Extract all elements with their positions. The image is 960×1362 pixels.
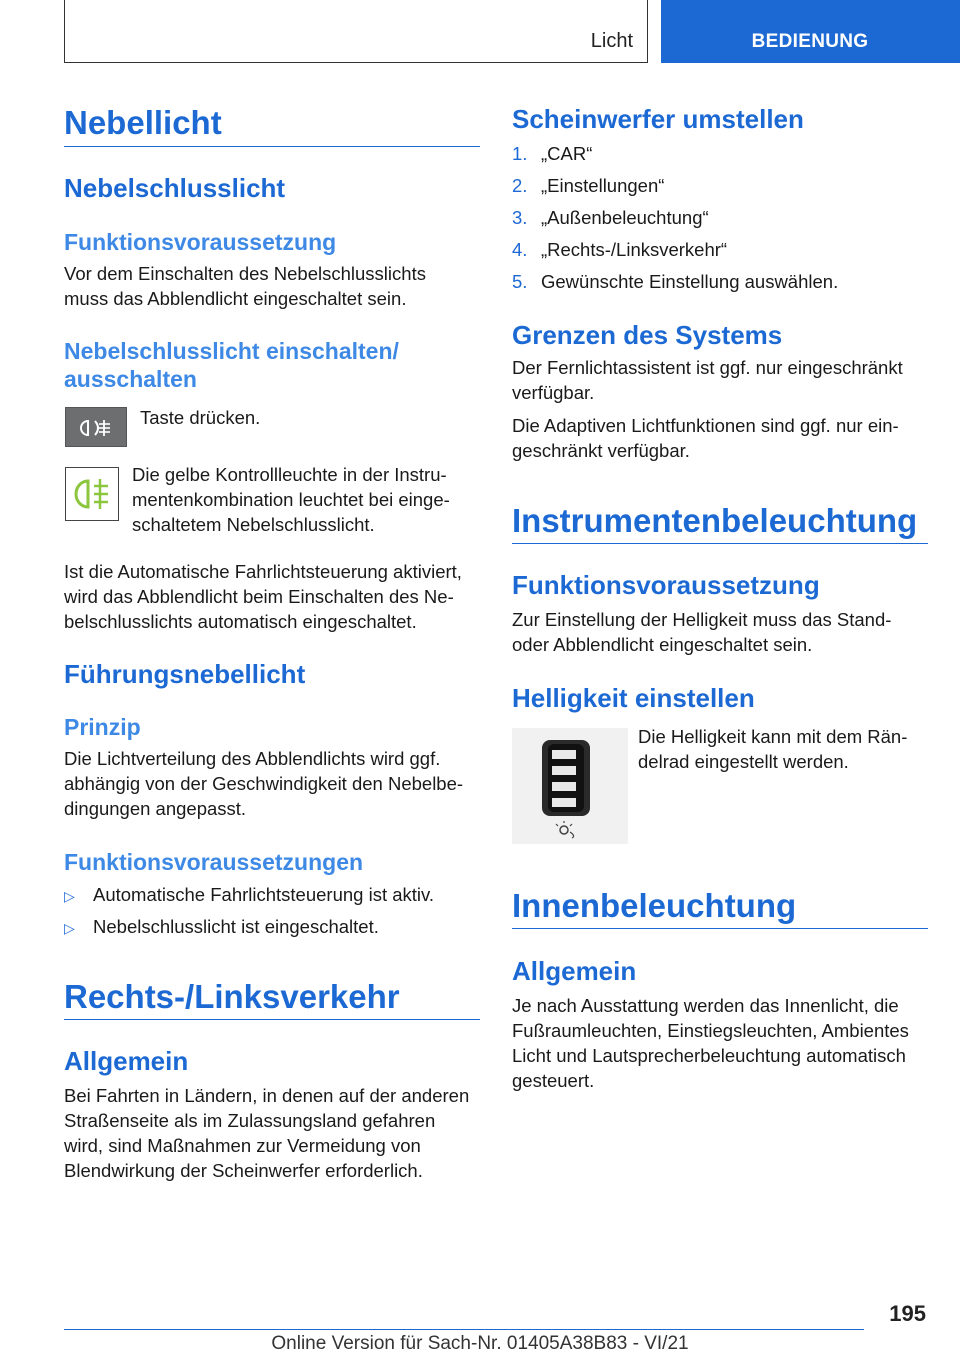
heading-grenzen: Grenzen des Systems <box>512 320 783 350</box>
header-chapter-title: BEDIENUNG <box>751 31 869 52</box>
innen-line-1: Je nach Ausstattung werden das Innenlicht, die <box>512 995 899 1016</box>
allgemein-line-4: Blendwirkung der Scheinwerfer erforderlich. <box>64 1160 423 1181</box>
funktion-line-1: Zur Einstellung der Helligkeit muss das Stand- <box>512 609 892 630</box>
brightness-thumbwheel-icon <box>512 728 628 844</box>
heading-rechts-linksverkehr: Rechts-/Linksverkehr <box>64 978 400 1015</box>
grenzen1-line-1: Der Fernlichtassistent ist ggf. nur eingeschränkt <box>512 357 903 378</box>
heading-funktionsvoraussetzung: Funktionsvoraussetzung <box>64 229 337 255</box>
heading-helligkeit: Helligkeit einstellen <box>512 683 755 713</box>
kontroll-line-3: schaltetem Nebelschlusslicht. <box>132 514 375 535</box>
header-chapter-tab <box>661 0 960 63</box>
taste-text: Taste drücken. <box>140 407 261 428</box>
allgemein-line-1: Bei Fahrten in Ländern, in denen auf der anderen <box>64 1085 470 1106</box>
header-section-title: Licht <box>590 30 633 52</box>
footer-rule <box>64 1329 864 1330</box>
prinzip-line-3: dingungen angepasst. <box>64 798 247 819</box>
automatik-line-1: Ist die Automatische Fahrlichtsteuerung aktiviert, <box>64 561 462 582</box>
innen-line-4: gesteuert. <box>512 1070 595 1091</box>
prinzip-line-2: abhängig von der Geschwindigkeit den Nebelbe- <box>64 773 464 794</box>
innen-line-3: Licht und Lautsprecherbeleuchtung automatisch <box>512 1045 906 1066</box>
grenzen2-line-2: geschränkt verfügbar. <box>512 440 690 461</box>
kontroll-line-2: mentenkombination leuchtet bei einge- <box>132 489 450 510</box>
heading-einschalten-line-2: ausschalten <box>64 366 197 392</box>
automatik-line-3: belschlusslichts automatisch eingeschaltet. <box>64 611 417 632</box>
footer-text: Online Version für Sach-Nr. 01405A38B83 - VI/21 <box>271 1333 689 1354</box>
bullet-triangle-icon: ▷ <box>64 888 75 904</box>
paragraph-funktion-line-2: muss das Abblendlicht eingeschaltet sein. <box>64 288 407 309</box>
heading-nebellicht: Nebellicht <box>64 104 222 141</box>
heading-prinzip: Prinzip <box>64 714 141 740</box>
heading-innenbeleuchtung: Innenbeleuchtung <box>512 887 797 924</box>
heading-rule <box>64 1019 480 1020</box>
allgemein-line-2: Straßenseite als im Zulassungsland gefahren <box>64 1110 436 1131</box>
heading-rule <box>64 146 480 147</box>
page-number: 195 <box>889 1301 926 1326</box>
heading-nebelschlusslicht: Nebelschlusslicht <box>64 173 286 203</box>
heading-funktionsvoraussetzungen: Funktionsvoraussetzungen <box>64 849 364 875</box>
heading-scheinwerfer-umstellen: Scheinwerfer umstellen <box>512 104 804 134</box>
heading-rule <box>512 543 928 544</box>
kontroll-line-1: Die gelbe Kontrollleuchte in der Instru- <box>132 464 447 485</box>
heading-fuehrungsnebellicht: Führungsnebellicht <box>64 659 306 689</box>
grenzen1-line-2: verfügbar. <box>512 382 595 403</box>
bullet-triangle-icon: ▷ <box>64 920 75 936</box>
helligkeit-line-2: delrad eingestellt werden. <box>638 751 849 772</box>
heading-rule <box>512 928 928 929</box>
fog-light-indicator-icon <box>65 467 119 521</box>
allgemein-line-3: wird, sind Maßnahmen zur Vermeidung von <box>64 1135 421 1156</box>
automatik-line-2: wird das Abblendlicht beim Einschalten des Ne- <box>64 586 454 607</box>
paragraph-funktion-line-1: Vor dem Einschalten des Nebelschlusslichts <box>64 263 426 284</box>
grenzen2-line-1: Die Adaptiven Lichtfunktionen sind ggf. nur ein- <box>512 415 899 436</box>
heading-instrumentenbeleuchtung: Instrumentenbeleuchtung <box>512 502 918 539</box>
innen-line-2: Fußraumleuchten, Einstiegsleuchten, Ambientes <box>512 1020 909 1041</box>
heading-allgemein-right: Allgemein <box>512 956 637 986</box>
fog-light-button-icon <box>65 407 127 447</box>
prinzip-line-1: Die Lichtverteilung des Abblendlichts wird ggf. <box>64 748 441 769</box>
heading-funktionsvoraussetzung: Funktionsvoraussetzung <box>512 570 820 600</box>
header-section-box <box>64 0 648 63</box>
heading-einschalten-line-1: Nebelschlusslicht einschalten/ <box>64 338 399 364</box>
funktion-line-2: oder Abblendlicht eingeschaltet sein. <box>512 634 813 655</box>
heading-allgemein: Allgemein <box>64 1046 189 1076</box>
helligkeit-line-1: Die Helligkeit kann mit dem Rän- <box>638 726 908 747</box>
